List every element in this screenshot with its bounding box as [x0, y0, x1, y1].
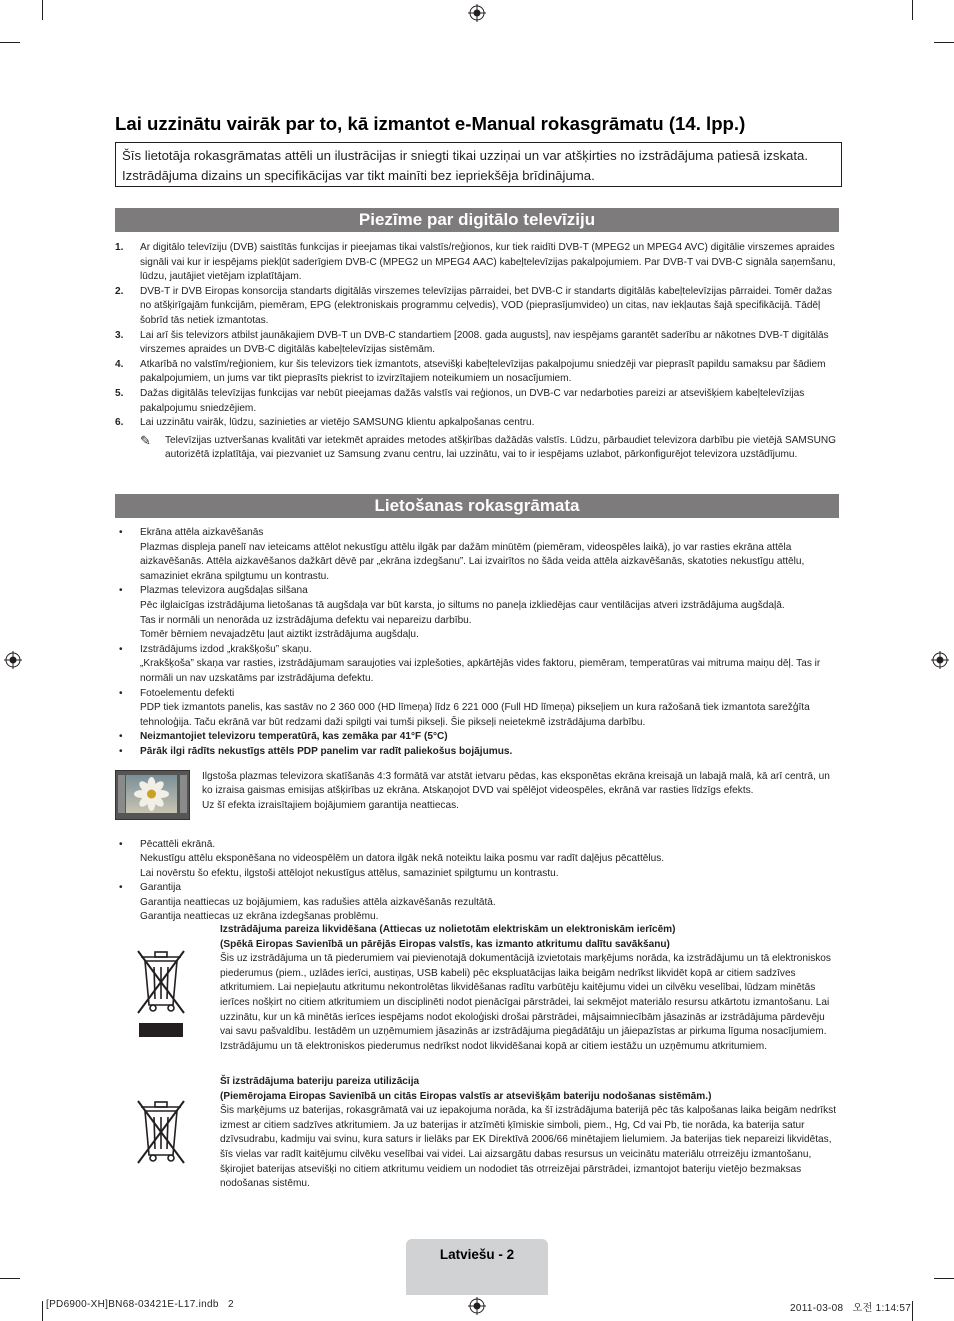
item-title: Pēcattēli ekrānā.	[140, 838, 216, 850]
item-title: Ekrāna attēla aizkavēšanās	[140, 527, 264, 538]
section-heading-user-manual: Lietošanas rokasgrāmata	[115, 494, 839, 518]
list-item	[115, 358, 839, 387]
section-heading-digital-tv: Piezīme par digitālo televīziju	[115, 208, 839, 232]
list-item: • Plazmas televizora augšdaļas silšana Pēc ilglaicīgas izstrādājuma lietošanas tā augšdaļa var būt karsta, jo siltums no paneļa izkliedējas caur ventilācijas atveri izstrādājuma augšdaļā. Tas ir normāli un nenorāda uz izstrādājuma defektu vai nepareizu darbību. Tomēr bērniem nevajadzētu ļaut aiztikt izstrādājuma augšdaļu.	[119, 585, 785, 641]
battery-disposal-block	[115, 1075, 839, 1192]
item-title: Plazmas televizora augšdaļas silšana	[140, 585, 308, 597]
item-text: DVB-T ir DVB Eiropas konsorcija standarts digitālās virszemes televīzijas pārraidei, bet DVB-C ir standarts digitālās kabeļtelevīzijas pārraidei. Tomēr dažas no atšķirīgajām funkcijām, piemēram, EPG (elektroniskais programmu ceļvedis), VOD (pieprasījumvideo) un citas, nav iekļautas šajā specifikācijā. Tādēļ šobrīd tās netiek izmantotas.	[140, 285, 832, 326]
item-title: Pārāk ilgi rādīts nekustīgs attēls PDP panelim var radīt paliekošus bojājumus.	[140, 745, 513, 757]
disposal-title: Šī izstrādājuma bateriju pareiza utilizācija	[220, 1076, 420, 1087]
note	[115, 434, 839, 463]
disposal-text: Šis uz izstrādājuma un tā piederumiem vai pievienotajā dokumentācijā izvietotais marķējums norāda, ka izstrādājumu un tā elektroniskos piederumus (piem., uzlādes ierīci, austiņas, USB kabeli) pēc ekspluatācijas laika beigām nedrīkst likvidēt kopā ar citiem sadzīves atkritumiem. Lai nepieļautu atkritumu nekontrolētas likvidēšanas radītu varbūtēju kaitējumu videi un cilvēku veselībai, lūdzam minētās ierīces nošķirt no citiem atkritumiem un disciplinēti nodot pienācīgai pārstrādei, lai sekmējot materiālo resursu atkārtotu izmantošanu. Lai uzzinātu, kur un kā minētās ierīces iespējams nodot ekoloģiski drošai pārstrādei, mājsaimniecībām jāsazinās ar izstrādājuma pārdevēju vai savu pašvaldību. Iestādēm un uzņēmumiem jāsazinās ar izstrādājuma piegādātāju un jāiepazīstas ar pirkuma līguma nosacījumiem. Izstrādājumu un tā elektroniskos piederumus nedrīkst nodot likvidēšanai kopā ar citiem iestāžu un uzņēmumu atkritumiem.	[220, 953, 831, 1052]
item-text: Plazmas displeja panelī nav ieteicams attēlot nekustīgu attēlu ilgāk par dažām minūtēm (piemēram, videospēles laikā), jo var rasties ekrāna attēla aizkavēšanās. Attēla aizkavēšanos dažkārt dēvē par „ekrāna izdegšanu”. Lai izvairītos no šāda veida attēla aizkavēšanās, skatoties nekustīgu attēlu, samaziniet ekrāna spilgtumu un kontrastu.	[140, 541, 805, 582]
crop-mark	[934, 1278, 954, 1279]
list-item: • Neizmantojiet televizoru temperatūrā, kas zemāka par 41°F (5°C)	[115, 730, 839, 745]
page-title: Lai uzzinātu vairāk par to, kā izmantot e-Manual rokasgrāmatu (14. lpp.)	[115, 113, 746, 134]
list-item: • Ekrāna attēla aizkavēšanās Plazmas displeja panelī nav ieteicams attēlot nekustīgu attēlu ilgāk par dažām minūtēm (piemēram, videospēles laikā), jo var rasties ekrāna attēla aizkavēšanās. Attēla aizkavēšanos dažkārt dēvē par „ekrāna izdegšanu”. Lai izvairītos no šāda veida attēla aizkavēšanās, skatoties nekustīgu attēlu, samaziniet ekrāna spilgtumu un kontrastu.	[119, 527, 805, 582]
item-text: Lai uzzinātu vairāk, lūdzu, sazinieties ar vietējo SAMSUNG klientu apkalpošanas centru.	[140, 417, 535, 429]
crop-mark	[0, 42, 20, 43]
item-title: Fotoelementu defekti	[140, 687, 235, 699]
item-text: Atkarībā no valstīm/reģioniem, kur šis televizors tiek izmantots, atsevišķi kabeļtelevīzijas pakalpojumu sniedzēji var pieprasīt papildu samaksu par šādiem pakalpojumiem, un jums var tikt pieprasīts piekrist to izvirzītajiem noteikumiem un nosacījumiem.	[140, 358, 826, 385]
list-item	[115, 241, 839, 285]
item-text: Lai arī šis televizors atbilst jaunākajiem DVB-T un DVB-C standartiem [2008. gada augusts], nav iespējams garantēt saderību ar nākotnes DVB-T digitālās virszemes apraides un DVB-C digitālās kabeļtelevīzijas sistēmām.	[140, 329, 829, 356]
crop-mark	[934, 42, 954, 43]
print-file-info: [PD6900-XH]BN68-03421E-L17.indb 2	[46, 1299, 234, 1310]
user-manual-notes	[115, 526, 839, 925]
crop-mark	[42, 1301, 43, 1321]
weee-disposal-block	[115, 923, 839, 1054]
item-text: Ar digitālo televīziju (DVB) saistītās funkcijas ir pieejamas tikai valstīs/reģionos, kur tiek raidīti DVB-T (MPEG2 un MPEG4 AVC) digitālie virszemes apraides signāli vai kur ir iespējams piekļūt saderīgiem DVB-C (MPEG2 un MPEG4 AAC) kabeļtelevīzijas pakalpojumiem. Par DVB-T vai DVB-C signāla saņemšanu, lūdzu, jautājiet vietējam izplatītājam.	[140, 242, 836, 283]
list-item: • Pēcattēli ekrānā. Nekustīgu attēlu eksponēšana no videospēlēm un datora ilgāk nekā noteiktu laika posmu var radīt daļējus pēcattēlus. Lai novērstu šo efektu, ilgstoši attēlojot nekustīgus attēlus, samaziniet spilgtumu un kontrastu.	[119, 838, 665, 879]
item-number: 2.	[115, 285, 124, 297]
page-number-tab: Latviešu - 2	[406, 1239, 548, 1295]
note-pencil-icon: ✎	[140, 432, 151, 448]
item-number: 3.	[115, 329, 124, 341]
burn-in-example	[115, 770, 839, 820]
crop-mark	[912, 1301, 913, 1321]
disposal-subtitle: (Piemērojama Eiropas Savienībā un citās Eiropas valstīs ar atsevišķām bateriju nodošanas sistēmām.)	[220, 1090, 712, 1102]
list-item	[115, 285, 839, 329]
list-item: • Pārāk ilgi rādīts nekustīgs attēls PDP panelim var radīt paliekošus bojājumus.	[115, 745, 839, 760]
registration-mark-icon	[468, 1297, 486, 1315]
list-item	[115, 329, 839, 358]
list-item: • Garantija Garantija neattiecas uz bojājumiem, kas radušies attēla aizkavēšanās rezultātā. Garantija neattiecas uz ekrāna izdegšanas problēmu.	[119, 882, 496, 923]
crop-mark	[912, 0, 913, 20]
disposal-text: Šis marķējums uz baterijas, rokasgrāmatā vai uz iepakojuma norāda, ka šī izstrādājuma baterijā pēc tās kalpošanas laika beigām nedrīkst izmest ar citiem sadzīves atkritumiem. Ja uz baterijas ir atzīmēti ķīmiskie simboli, piem., Hg, Cd vai Pb, tie norāda, ka baterija satur dzīvsudrabu, kadmiju vai svinu, kura saturs ir lielāks par EK Direktīvā 2006/66 minētajiem lielumiem. Ja baterijas tiek nepareizi likvidētas, šīs vielas var radīt kaitējumu cilvēku veselībai vai videi. Lai aizsargātu dabas resursus un veicinātu materiālu otrreizēju izmantošanu, šķirojiet baterijas atsevišķi no citiem atkritumu veidiem un nododiet tās otrreizējai pārstrādei, izmantojot bateriju vietējo bezmaksas nodošanas sistēmu.	[220, 1105, 837, 1190]
digital-tv-notes	[115, 241, 839, 463]
item-number: 6.	[115, 417, 124, 429]
crossed-bin-weee-icon	[135, 947, 187, 1039]
crossed-bin-battery-icon	[135, 1097, 187, 1169]
item-title: Garantija	[140, 882, 181, 894]
registration-mark-icon	[4, 651, 22, 669]
disposal-title: Izstrādājuma pareiza likvidēšana (Attiecas uz nolietotām elektriskām un elektroniskām ierīcēm)	[220, 924, 676, 935]
note-text: Televīzijas uztveršanas kvalitāti var ietekmēt apraides metodes atšķirības dažādās valstīs. Lūdzu, pārbaudiet televizora darbību pie vietējā SAMSUNG autorizētā izplatītāja, vai piezvaniet uz Samsung zvanu centru, lai uzzinātu, vai to ir iespējams uzlabot, pārkonfigurējot televizora uzstādījumu.	[165, 434, 837, 461]
print-timestamp: 2011-03-08 오전 1:14:57	[790, 1303, 912, 1314]
disclaimer-box: Šīs lietotāja rokasgrāmatas attēli un ilustrācijas ir sniegti tikai uzziņai un var atšķirties no izstrādājuma patiesā izskata. Izstrādājuma dizains un specifikācijas var tikt mainīti bez iepriekšēja brīdinājuma.	[115, 142, 842, 187]
list-item: • Izstrādājums izdod „krakšķošu” skaņu. „Krakšķoša” skaņa var rasties, izstrādājumam saraujoties vai izplešoties, apkārtējās vides faktoru, piemēram, temperatūras vai mitruma maiņu dēļ. Tas ir normāli un nav uzskatāms par izstrādājuma defektu.	[119, 643, 821, 684]
item-title: Neizmantojiet televizoru temperatūrā, kas zemāka par 41°F (5°C)	[140, 731, 448, 743]
item-number: 5.	[115, 387, 124, 399]
item-text: Garantija neattiecas uz bojājumiem, kas radušies attēla aizkavēšanās rezultātā. Garantija neattiecas uz ekrāna izdegšanas problēmu.	[140, 896, 496, 923]
list-item: • Fotoelementu defekti PDP tiek izmantots panelis, kas sastāv no 2 360 000 (HD līmeņa) līdz 6 221 000 (Full HD līmeņa) pikseļiem un kura ražošanā tiek izmantota sarežģīta tehnoloģija. Taču ekrānā var būt redzami daži spilgti vai tumši pikseļi. Šie pikseļi neietekmē izstrādājuma darbību.	[119, 687, 810, 728]
item-text: „Krakšķoša” skaņa var rasties, izstrādājumam saraujoties vai izplešoties, apkārtējās vides faktoru, piemēram, temperatūras vai mitruma maiņu dēļ. Tas ir normāli un nav uzskatāms par izstrādājuma defektu.	[140, 658, 821, 684]
tv-screen-flower-image	[115, 770, 190, 820]
item-text: PDP tiek izmantots panelis, kas sastāv no 2 360 000 (HD līmeņa) līdz 6 221 000 (Full HD līmeņa) pikseļiem un kura ražošanā tiek izmantota sarežģīta tehnoloģija. Taču ekrānā var būt redzami daži spilgti vai tumši pikseļi. Šie pikseļi neietekmē izstrādājuma darbību.	[140, 702, 810, 728]
item-number: 4.	[115, 358, 124, 370]
burn-in-text: Ilgstoša plazmas televizora skatīšanās 4:3 formātā var atstāt ietvaru pēdas, kas eksponētas ekrāna kreisajā un labajā malā, kā arī centrā, un ko izraisa gaismas emisijas atšķirības uz ekrāna. Atskaņojot DVD vai spēlējot videospēles, ekrānā var rasties līdzīgs efekts. Uz šī efekta izraisītajiem bojājumiem garantija neattiecas.	[202, 770, 830, 811]
item-text: Nekustīgu attēlu eksponēšana no videospēlēm un datora ilgāk nekā noteiktu laika posmu var radīt daļējus pēcattēlus. Lai novērstu šo efektu, ilgstoši attēlojot nekustīgus attēlus, samaziniet spilgtumu un kontrastu.	[140, 853, 665, 879]
item-number: 1.	[115, 242, 124, 253]
registration-mark-icon	[931, 651, 949, 669]
registration-mark-icon	[468, 4, 486, 22]
item-title: Izstrādājums izdod „krakšķošu” skaņu.	[140, 643, 312, 655]
item-text: Dažas digitālās televīzijas funkcijas var nebūt pieejamas dažās valstīs vai reģionos, un DVB-C var nedarboties pareizi ar atsevišķiem kabeļtelevīzijas pakalpojumu sniedzējiem.	[140, 387, 805, 414]
list-item	[115, 416, 839, 431]
crop-mark	[0, 1278, 20, 1279]
item-text: Pēc ilglaicīgas izstrādājuma lietošanas tā augšdaļa var būt karsta, jo siltums no paneļa izkliedējas caur ventilācijas atveri izstrādājuma augšdaļā. Tas ir normāli un nenorāda uz izstrādājuma defektu vai nepareizu darbību. Tomēr bērniem nevajadzētu ļaut aiztikt izstrādājuma augšdaļu.	[140, 599, 785, 641]
list-item	[115, 387, 839, 416]
disposal-subtitle: (Spēkā Eiropas Savienībā un pārējās Eiropas valstīs, kas izmanto atkritumu dalītu savākšanu)	[220, 938, 670, 950]
crop-mark	[42, 0, 43, 20]
